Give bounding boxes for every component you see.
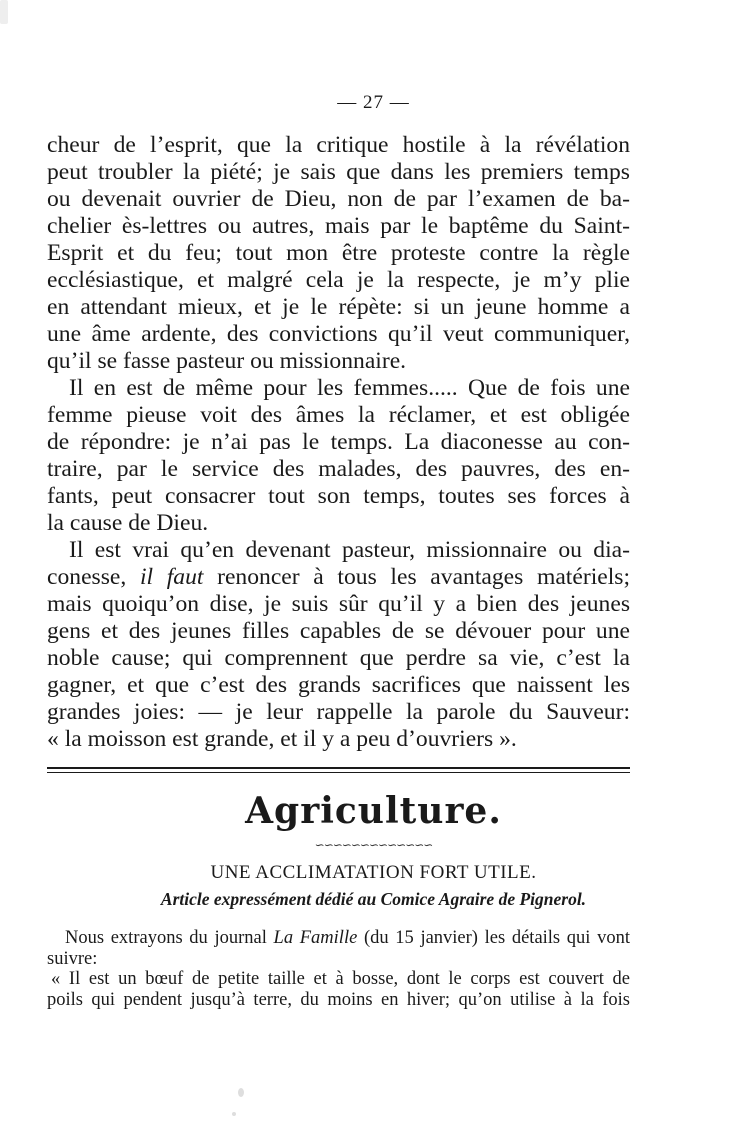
text-line: gens et des jeunes filles capables de se dévouer pour une — [47, 618, 630, 644]
text-line: « Il est un bœuf de petite taille et à bosse, dont le corps est couvert de — [51, 969, 630, 989]
article-subtitle: UNE ACCLIMATATION FORT UTILE. — [210, 862, 537, 883]
text-line: femme pieuse voit des âmes la réclamer, et est obligée — [47, 402, 630, 428]
text-line: traire, par le service des malades, des pauvres, des en- — [47, 456, 630, 482]
paper-speck — [0, 0, 8, 24]
text-line: de répondre: je n’ai pas le temps. La diaconesse au con- — [47, 429, 630, 455]
text-line: poils qui pendent jusqu’à terre, du moins en hiver; qu’on utilise à la fois — [47, 989, 630, 1010]
rule-line — [47, 772, 630, 773]
article-text — [47, 928, 630, 1010]
text-line — [47, 928, 630, 949]
double-rule-divider — [47, 767, 630, 775]
article-dedication: Article expressément dédié au Comice Agraire de Pignerol. — [160, 889, 587, 909]
text-line: une âme ardente, des convictions qu’il veut communiquer, — [47, 321, 630, 347]
text-line: « la moisson est grande, et il y a peu d’ouvriers ». — [47, 726, 517, 752]
wavy-ornament: ∽∽∽∽∽∽∽∽∽∽∽∽∽ — [314, 838, 433, 852]
text-run: conesse, — [47, 564, 140, 590]
text-line: ecclésiastique, et malgré cela je la respecte, je m’y plie — [47, 267, 630, 293]
text-line: en attendant mieux, et je le répète: si un jeune homme a — [47, 294, 630, 320]
page-number: — 27 — — [337, 92, 410, 113]
text-run: renoncer à tous les avantages matériels; — [203, 564, 631, 590]
paper-speck — [238, 1088, 244, 1097]
text-run: (du 15 janvier) les détails qui vont — [357, 928, 630, 948]
text-line: cheur de l’esprit, que la critique hostile à la révélation — [47, 132, 630, 158]
text-line: fants, peut consacrer tout son temps, toutes ses forces à — [47, 483, 630, 509]
text-line: Il en est de même pour les femmes..... Que de fois une — [69, 375, 630, 401]
text-line: noble cause; qui comprennent que perdre sa vie, c’est la — [47, 645, 630, 671]
text-line: grandes joies: — je leur rappelle la parole du Sauveur: — [47, 699, 630, 725]
text-line: la cause de Dieu. — [47, 510, 209, 536]
text-line: qu’il se fasse pasteur ou missionnaire. — [47, 348, 407, 374]
paper-speck — [232, 1112, 236, 1116]
text-line: peut troubler la piété; je sais que dans les premiers temps — [47, 159, 630, 185]
journal-name: La Famille — [273, 928, 358, 948]
rule-line — [47, 767, 630, 769]
text-line: gagner, et que c’est des grands sacrifices que naissent les — [47, 672, 630, 698]
italic-phrase: il faut — [139, 564, 204, 590]
text-line — [47, 564, 630, 591]
body-text — [47, 132, 630, 753]
text-run: Nous extrayons du journal — [65, 928, 274, 948]
text-line: suivre: — [47, 948, 98, 969]
section-title: Agriculture. — [245, 790, 502, 832]
text-line: mais quoiqu’on dise, je suis sûr qu’il y a bien des jeunes — [47, 591, 630, 617]
text-line: ou devenait ouvrier de Dieu, non de par l’examen de ba- — [47, 186, 630, 212]
text-line: Il est vrai qu’en devenant pasteur, missionnaire ou dia- — [69, 537, 630, 563]
text-line: chelier ès-lettres ou autres, mais par le baptême du Saint- — [47, 213, 630, 239]
text-line: Esprit et du feu; tout mon être proteste contre la règle — [47, 240, 630, 266]
